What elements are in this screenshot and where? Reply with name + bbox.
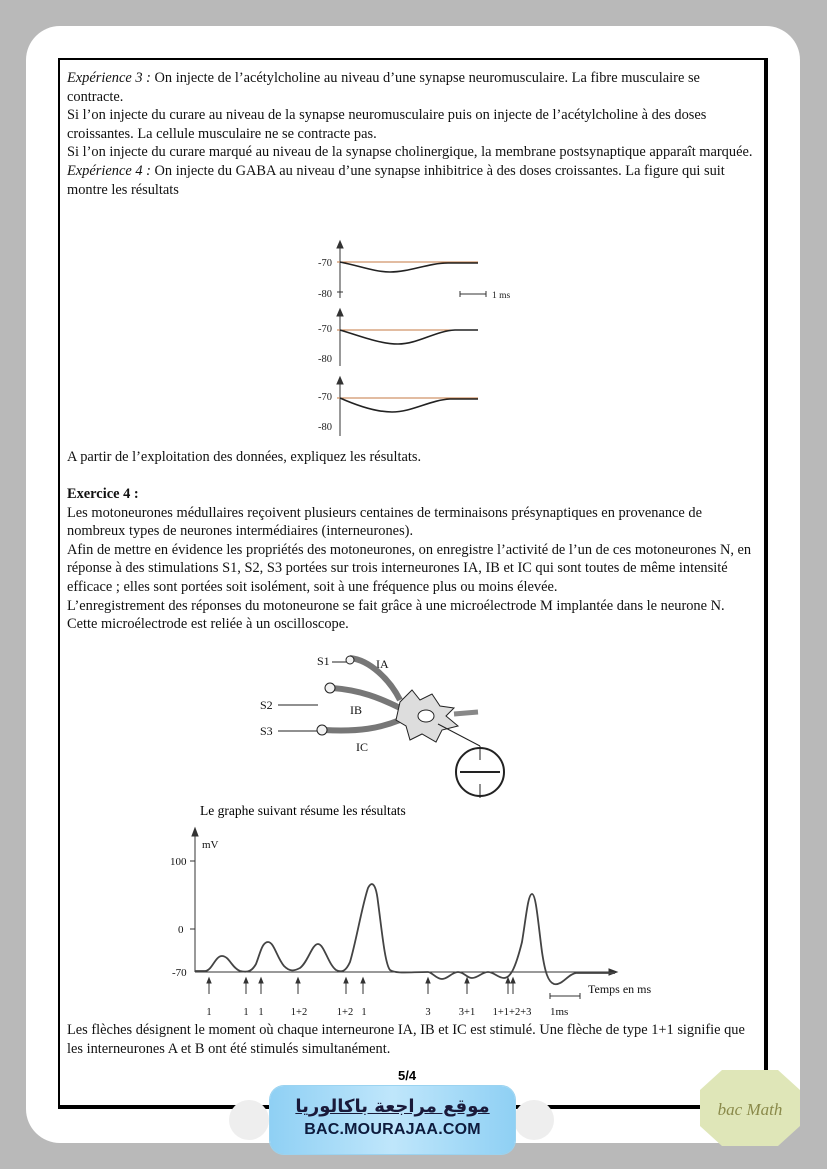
stim-label-5: 1+2 — [336, 1007, 354, 1018]
bac-math-logo — [698, 1068, 802, 1148]
stim-arrowhead-9 — [506, 978, 510, 983]
graph-y100: 100 — [170, 856, 187, 868]
trace1-curve — [340, 262, 478, 272]
trace2-arrow — [337, 309, 343, 316]
stim-arrowhead-4 — [296, 978, 300, 983]
fig1-label-70-a: -70 — [318, 258, 332, 269]
interneuron-ic — [324, 720, 400, 731]
right-logo-icon — [514, 1100, 554, 1140]
graph-unit: mV — [202, 839, 219, 851]
stimulus-arrows — [207, 978, 515, 994]
interneuron-ib — [332, 688, 400, 708]
motoneuron-axon — [454, 712, 478, 714]
neuron-diagram — [250, 650, 520, 810]
bac-math-text: bac Math — [717, 1100, 783, 1119]
fig1-scale-label: 1 ms — [492, 291, 511, 301]
exercise4-title: Exercice 4 : — [67, 486, 139, 502]
exp3-paragraph — [67, 69, 757, 106]
graph-y-arrow — [192, 828, 198, 836]
question-line: A partir de l’exploitation des données, expliquez les résultats. — [67, 449, 422, 465]
exp3-label: Expérience 3 : — [67, 70, 151, 86]
response-curve — [195, 884, 615, 984]
s2-label: S2 — [260, 698, 273, 712]
graph-scale-label: 1ms — [550, 1006, 569, 1018]
graph-caption: Le graphe suivant résume les résultats — [200, 803, 406, 818]
motoneuron-nucleus — [418, 710, 434, 722]
stim-arrowhead-6 — [361, 978, 365, 983]
fig1-label-70-b: -70 — [318, 324, 332, 335]
ia-terminal — [346, 656, 354, 664]
stim-label-8: 3+1 — [458, 1007, 476, 1018]
fig1-label-80-c: -80 — [318, 422, 332, 433]
exp4-label: Expérience 4 : — [67, 162, 151, 179]
trace3-curve — [340, 398, 478, 412]
stim-label-1: 1 — [206, 1007, 212, 1018]
exp3-text-1: On injecte de l’acétylcholine au niveau d’une synapse neuromusculaire. La fibre musculaire se contracte. — [67, 70, 700, 105]
exp3-text-2: Si l’on injecte du curare au niveau de la synapse neuromusculaire puis on injecte de l’acétylcholine à des doses croissantes. La cellule musculaire ne se contracte pas. — [67, 107, 707, 142]
graph-x-arrow — [609, 969, 617, 975]
stim-label-6: 1 — [361, 1007, 367, 1018]
stim-arrowhead-5 — [344, 978, 348, 983]
graph-footer-line: Les flèches désignent le moment où chaque interneurone IA, IB et IC est stimulé. Une flèche de type 1+1 signifie que les interneurones A et B ont été stimulés simultanément. — [67, 1022, 745, 1057]
exp4-paragraph — [67, 162, 757, 199]
exp3-text-3: Si l’on injecte du curare marqué au niveau de la synapse cholinergique, la membrane postsynaptique apparaît marquée. — [67, 144, 753, 161]
stim-arrowhead-3 — [259, 978, 263, 983]
exercise4-p3: L’enregistrement des réponses du motoneurone se fait grâce à une microélectrode M implantée dans le neurone N. Cette microélectrode est reliée à un oscilloscope. — [67, 597, 725, 633]
exercise4-block — [67, 485, 757, 634]
ib-label: IB — [350, 703, 362, 717]
fig1-label-80-a: -80 — [318, 289, 332, 300]
trace1-arrow — [337, 241, 343, 248]
left-logo-icon — [229, 1100, 269, 1140]
ia-label: IA — [376, 657, 389, 671]
graph-y0: 0 — [178, 924, 184, 936]
ic-label: IC — [356, 740, 368, 754]
stim-arrowhead-10 — [511, 978, 515, 983]
s3-label: S3 — [260, 724, 273, 738]
page-number: 5/4 — [398, 1068, 417, 1083]
ipsp-figure — [300, 236, 530, 441]
graph-xlabel: Temps en ms — [588, 982, 652, 996]
exercise4-p2: Afin de mettre en évidence les propriétés des motoneurones, on enregistre l’activité de l’un de ces motoneurones N, en réponse à des stimulations S1, S2, S3 portées sur trois interneurones IA, IB et IC qui sont toutes de même intensité efficace ; elles sont portées soit isolément, soit à une fréquence plus ou moins élevée. — [67, 541, 752, 595]
stim-label-3: 1 — [258, 1007, 264, 1018]
banner-url[interactable]: BAC.MOURAJAA.COM — [304, 1121, 481, 1138]
stim-label-4: 1+2 — [290, 1007, 308, 1018]
trace2-curve — [340, 330, 478, 344]
stim-label-7: 3 — [425, 1007, 431, 1018]
fig1-label-70-c: -70 — [318, 392, 332, 403]
graph-y70: -70 — [172, 967, 187, 979]
microelectrode-wire — [438, 724, 480, 746]
exercise4-p1: Les motoneurones médullaires reçoivent plusieurs centaines de terminaisons présynaptiques en provenance de nombreux types de neurones intermédiaires (interneurones). — [67, 504, 702, 540]
banner-arabic-title: موقع مراجعة باكالوريا — [295, 1096, 490, 1117]
s1-label: S1 — [317, 654, 330, 668]
stim-arrowhead-7 — [426, 978, 430, 983]
graph-footer-text — [67, 1021, 757, 1058]
stim-arrowhead-8 — [465, 978, 469, 983]
question-text — [67, 448, 757, 467]
ib-terminal — [325, 683, 335, 693]
fig1-label-80-b: -80 — [318, 354, 332, 365]
experience-block — [67, 69, 757, 199]
stim-label-9: 1+1+2+3 — [492, 1007, 532, 1018]
ic-terminal — [317, 725, 327, 735]
response-graph — [160, 822, 680, 1022]
stim-arrowhead-1 — [207, 978, 211, 983]
stim-label-2: 1 — [243, 1007, 249, 1018]
exp4-text: On injecte du GABA au niveau d’une synapse inhibitrice à des doses croissantes. La figure qui suit montre les résultats — [67, 162, 725, 198]
site-banner[interactable] — [270, 1086, 515, 1154]
trace3-arrow — [337, 377, 343, 384]
stim-arrowhead-2 — [244, 978, 248, 983]
